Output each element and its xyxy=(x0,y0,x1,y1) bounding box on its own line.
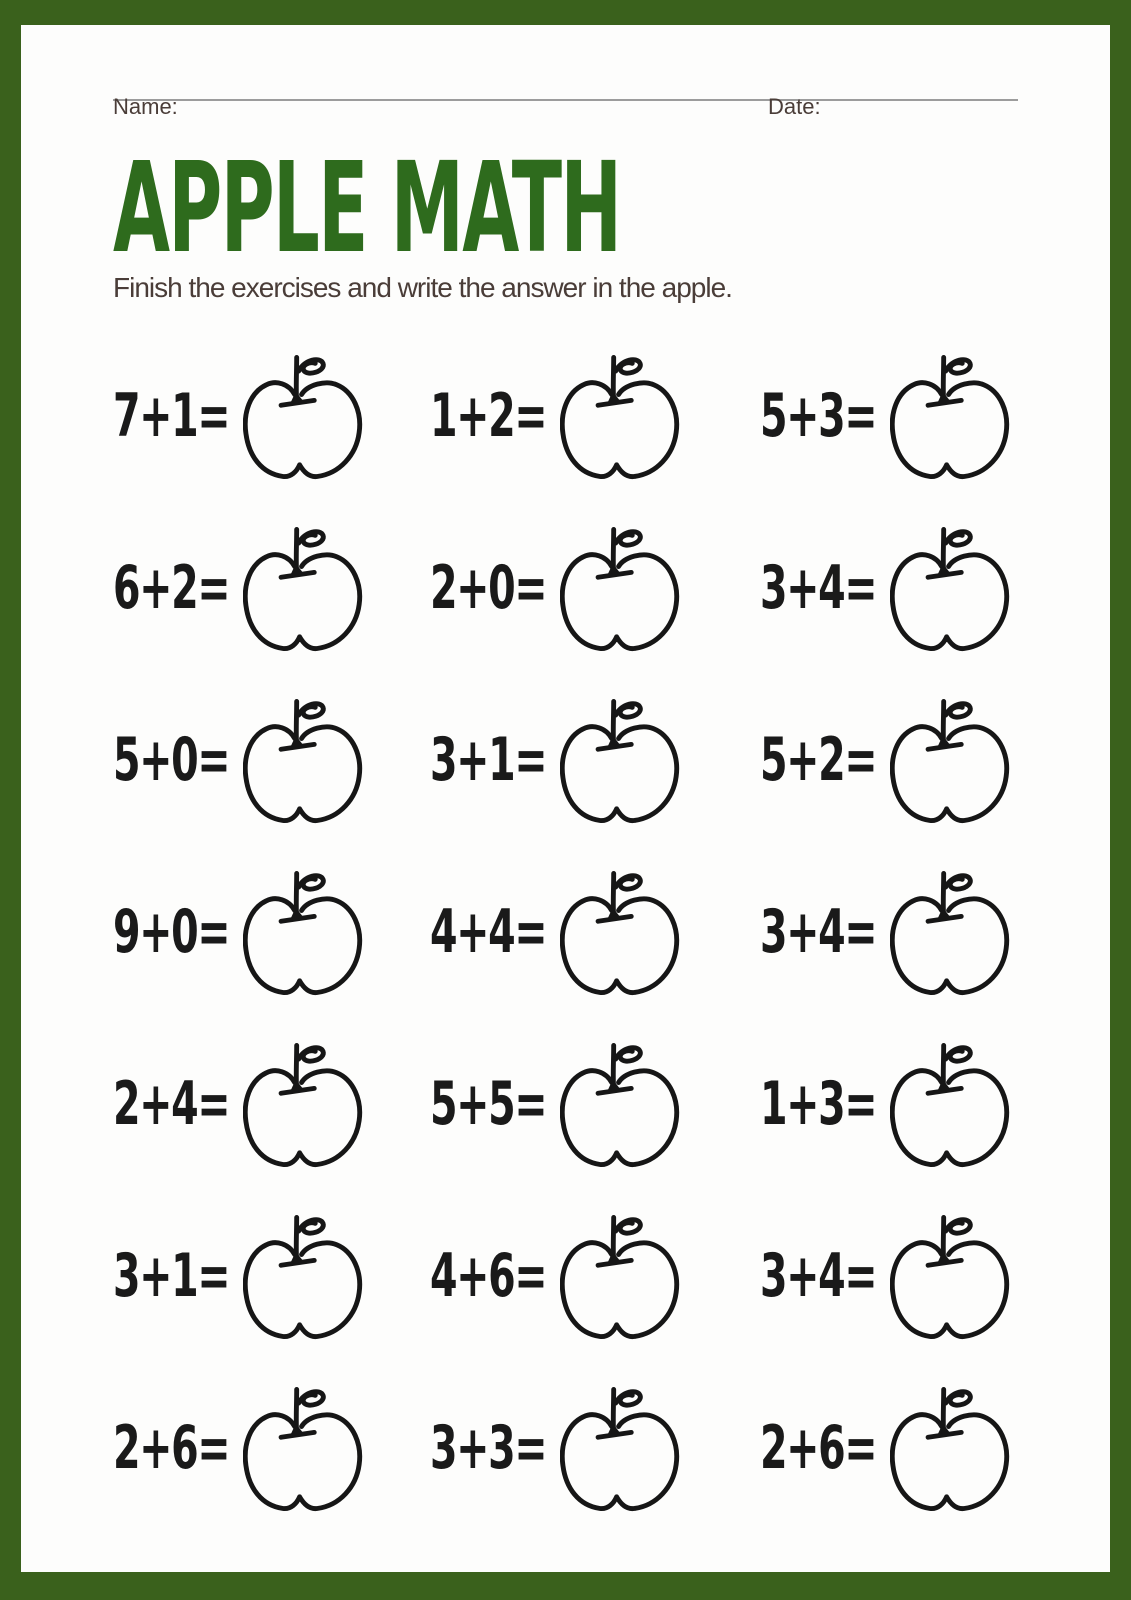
apple-answer-area[interactable] xyxy=(890,1378,1012,1518)
apple-answer-area[interactable] xyxy=(243,518,365,658)
apple-answer-area[interactable] xyxy=(243,1378,365,1518)
apple-answer-area[interactable] xyxy=(890,1034,1012,1174)
problem-expression: 2+0= xyxy=(430,553,547,623)
apple-outline-icon xyxy=(890,690,1012,830)
problem-expression: 9+0= xyxy=(113,897,230,967)
problem-cell xyxy=(113,674,430,846)
apple-answer-area[interactable] xyxy=(560,518,682,658)
apple-outline-icon xyxy=(243,690,365,830)
apple-outline-icon xyxy=(560,518,682,658)
problem-cell xyxy=(430,674,760,846)
problem-expression: 3+1= xyxy=(113,1241,230,1311)
problem-expression: 4+4= xyxy=(430,897,547,967)
problem-cell xyxy=(430,1190,760,1362)
problem-expression: 7+1= xyxy=(113,381,230,451)
apple-outline-icon xyxy=(890,862,1012,1002)
apple-outline-icon xyxy=(890,1034,1012,1174)
problem-cell xyxy=(113,330,430,502)
problem-expression: 3+4= xyxy=(760,1241,877,1311)
problem-expression: 5+3= xyxy=(760,381,877,451)
problem-cell xyxy=(760,502,1046,674)
problem-cell xyxy=(113,1362,430,1534)
name-date-header xyxy=(113,94,1018,119)
problem-expression: 1+2= xyxy=(430,381,547,451)
apple-answer-area[interactable] xyxy=(243,1206,365,1346)
problem-cell xyxy=(113,502,430,674)
apple-answer-area[interactable] xyxy=(560,862,682,1002)
page-title: APPLE MATH xyxy=(113,136,621,281)
apple-answer-area[interactable] xyxy=(243,346,365,486)
problem-cell xyxy=(760,1018,1046,1190)
apple-answer-area[interactable] xyxy=(890,1206,1012,1346)
apple-outline-icon xyxy=(243,1378,365,1518)
problem-cell xyxy=(113,1018,430,1190)
problem-expression: 5+2= xyxy=(760,725,877,795)
problem-cell xyxy=(760,330,1046,502)
problem-cell xyxy=(430,846,760,1018)
problem-cell xyxy=(430,1362,760,1534)
problem-cell xyxy=(113,846,430,1018)
apple-outline-icon xyxy=(560,862,682,1002)
problem-cell xyxy=(430,502,760,674)
instructions-text: Finish the exercises and write the answer in the apple. xyxy=(113,272,732,303)
problem-expression: 3+3= xyxy=(430,1413,547,1483)
apple-outline-icon xyxy=(560,1206,682,1346)
apple-outline-icon xyxy=(243,862,365,1002)
problem-cell xyxy=(760,674,1046,846)
name-input-area[interactable] xyxy=(188,95,748,119)
apple-answer-area[interactable] xyxy=(890,862,1012,1002)
problem-cell xyxy=(113,1190,430,1362)
problem-expression: 5+0= xyxy=(113,725,230,795)
apple-outline-icon xyxy=(890,1378,1012,1518)
problem-expression: 4+6= xyxy=(430,1241,547,1311)
apple-outline-icon xyxy=(243,1206,365,1346)
apple-answer-area[interactable] xyxy=(243,862,365,1002)
apple-outline-icon xyxy=(890,1206,1012,1346)
date-input-area[interactable] xyxy=(828,95,1018,119)
apple-outline-icon xyxy=(560,1034,682,1174)
problem-expression: 3+4= xyxy=(760,553,877,623)
apple-answer-area[interactable] xyxy=(890,518,1012,658)
problem-cell xyxy=(430,1018,760,1190)
problem-cell xyxy=(760,1362,1046,1534)
apple-answer-area[interactable] xyxy=(890,346,1012,486)
apple-outline-icon xyxy=(560,690,682,830)
problem-expression: 3+1= xyxy=(430,725,547,795)
problem-expression: 3+4= xyxy=(760,897,877,967)
apple-answer-area[interactable] xyxy=(560,1206,682,1346)
problem-expression: 5+5= xyxy=(430,1069,547,1139)
apple-answer-area[interactable] xyxy=(243,690,365,830)
apple-answer-area[interactable] xyxy=(243,1034,365,1174)
problems-grid xyxy=(113,330,1046,1534)
problem-expression: 2+6= xyxy=(760,1413,877,1483)
problem-expression: 1+3= xyxy=(760,1069,877,1139)
apple-answer-area[interactable] xyxy=(560,1378,682,1518)
apple-outline-icon xyxy=(243,1034,365,1174)
apple-outline-icon xyxy=(890,346,1012,486)
apple-outline-icon xyxy=(560,346,682,486)
problem-cell xyxy=(760,846,1046,1018)
problem-cell xyxy=(760,1190,1046,1362)
name-label: Name: xyxy=(113,94,178,119)
apple-answer-area[interactable] xyxy=(560,346,682,486)
apple-outline-icon xyxy=(243,518,365,658)
date-label: Date: xyxy=(768,94,821,119)
apple-outline-icon xyxy=(890,518,1012,658)
apple-answer-area[interactable] xyxy=(560,690,682,830)
apple-answer-area[interactable] xyxy=(890,690,1012,830)
problem-expression: 2+4= xyxy=(113,1069,230,1139)
problem-expression: 2+6= xyxy=(113,1413,230,1483)
problem-expression: 6+2= xyxy=(113,553,230,623)
apple-outline-icon xyxy=(243,346,365,486)
apple-answer-area[interactable] xyxy=(560,1034,682,1174)
problem-cell xyxy=(430,330,760,502)
apple-outline-icon xyxy=(560,1378,682,1518)
